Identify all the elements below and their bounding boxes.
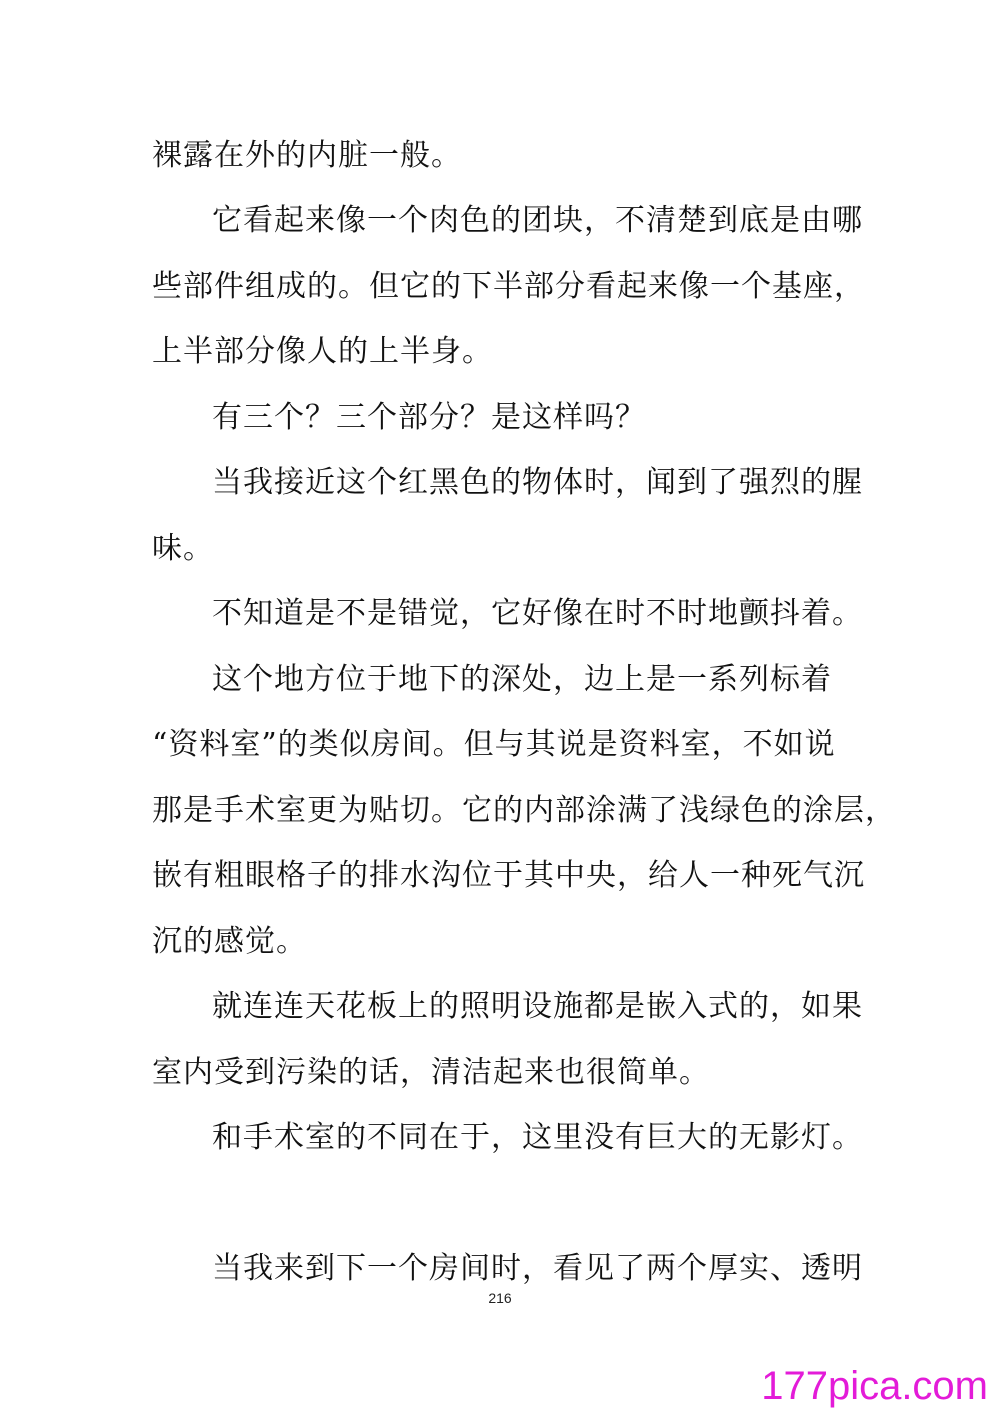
text-line: 沉的感觉。 [152,924,307,959]
text-line: 裸露在外的内脏一般。 [152,138,462,173]
text-line: 不知道是不是错觉，它好像在时不时地颤抖着。 [212,596,863,631]
watermark: 177pica.com [761,1364,988,1408]
text-line: 那是手术室更为贴切。它的内部涂满了浅绿色的涂层， [152,793,896,828]
text-line: 嵌有粗眼格子的排水沟位于其中央，给人一种死气沉 [152,858,865,893]
text-line: 就连连天花板上的照明设施都是嵌入式的，如果 [212,989,863,1024]
text-line: 上半部分像人的上半身。 [152,334,493,369]
text-line: 它看起来像一个肉色的团块，不清楚到底是由哪 [212,203,863,238]
text-line: 这个地方位于地下的深处，边上是一系列标着 [212,662,832,697]
page-number: 216 [488,1290,512,1306]
text-line: 当我接近这个红黑色的物体时，闻到了强烈的腥 [212,465,863,500]
text-line: 和手术室的不同在于，这里没有巨大的无影灯。 [212,1120,863,1155]
text-line: 些部件组成的。但它的下半部分看起来像一个基座， [152,269,865,304]
text-line: 味。 [152,531,214,566]
text-line: “资料室”的类似房间。但与其说是资料室，不如说 [152,727,836,762]
text-line: 有三个？三个部分？是这样吗？ [212,400,646,435]
text-line: 室内受到污染的话，清洁起来也很简单。 [152,1055,710,1090]
text-line: 当我来到下一个房间时，看见了两个厚实、透明 [212,1251,863,1286]
